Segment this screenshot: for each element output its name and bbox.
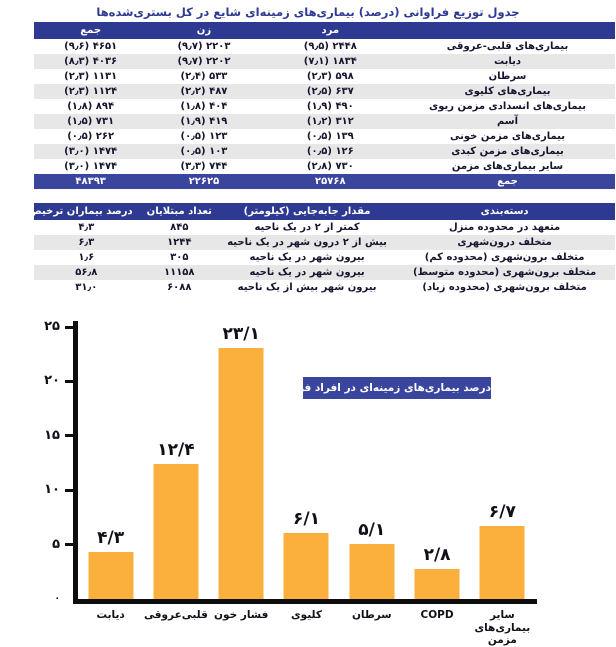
cell: ۶۰۸۸: [167, 282, 192, 293]
cell: ۲۲۰۲ (۹٫۷): [177, 56, 231, 67]
cell: ۴۰۴ (۱٫۸): [180, 101, 228, 112]
cell: بیرون شهر در یک ناحیه: [249, 252, 365, 263]
cell: متخلف درون‌شهری: [457, 237, 552, 248]
column-header: تعداد مبتلایان: [139, 203, 220, 220]
table-row: [34, 54, 615, 69]
table-row: [34, 250, 615, 265]
chart-bar: [349, 544, 394, 600]
table-row: [34, 144, 615, 159]
cell: بیماری‌های مزمن خونی: [450, 131, 566, 142]
cell: ۱۲۶ (۰٫۵): [306, 146, 354, 157]
y-axis-tick-mark: [65, 489, 73, 492]
cell: ۵۹۸ (۲٫۳): [306, 71, 354, 82]
cell: ۸۴۵: [170, 222, 189, 233]
bar-value-label: ۲۳/۱: [222, 323, 260, 344]
cell: ۱۴۷۴ (۳٫۰): [64, 161, 118, 172]
y-axis-tick-mark: [65, 543, 73, 546]
cell: دیابت: [494, 56, 521, 67]
plot-area: [78, 323, 535, 599]
column-header: دسته‌بندی: [394, 203, 615, 220]
x-axis-category-label: کلیوی: [291, 609, 322, 621]
table2-header: [6, 203, 615, 220]
cell: ۴۰۳۶ (۸٫۳): [64, 56, 118, 67]
y-axis-tick-label: ۱۰: [44, 482, 60, 498]
y-axis-tick-label: ۱۵: [44, 427, 60, 443]
bar-value-label: ۱۲/۴: [157, 440, 195, 461]
table-row: [34, 220, 615, 235]
cell: ۴۸۷ (۲٫۲): [180, 86, 228, 97]
chart-bar: [415, 569, 460, 600]
cell: متعهد در محدوده منزل: [449, 222, 561, 233]
cell: ۱۴۷۴ (۳٫۰): [64, 146, 118, 157]
total-cell: جمع: [400, 174, 615, 189]
cell: ۴۶۵۱ (۹٫۶): [64, 41, 118, 52]
column-header: مقدار جابه‌جایی (کیلومتر): [220, 203, 394, 220]
bar-value-label: ۶/۷: [488, 502, 516, 523]
x-axis-category-label: فشار خون: [214, 609, 269, 621]
total-cell: ۴۸۳۹۳: [34, 174, 147, 189]
bar-value-label: ۴/۳: [97, 528, 125, 549]
x-axis-category-label: دیابت: [96, 609, 125, 621]
deceased-diseases-bar-chart: [0, 313, 616, 646]
movement-categories-table: [6, 203, 615, 295]
table-row: [34, 114, 615, 129]
cell: ۸۹۴ (۱٫۸): [67, 101, 115, 112]
chart-bar-group: [404, 327, 469, 599]
table-row: [34, 159, 615, 174]
cell: ۳۱۲ (۱٫۲): [306, 116, 354, 127]
cell: ۱۰۳ (۰٫۵): [180, 146, 228, 157]
column-header: [400, 22, 615, 39]
y-axis-tick-label: ۲۵: [44, 319, 60, 334]
table-header-row: [34, 203, 615, 220]
x-axis-category-label: سرطان: [351, 609, 392, 621]
y-axis-tick-mark: [65, 380, 73, 383]
bar-value-label: ۶/۱: [293, 508, 320, 529]
chart-bar: [284, 533, 329, 599]
cell: بیرون شهر در یک ناحیه: [249, 267, 365, 278]
cell: بیماری‌های مزمن کبدی: [451, 146, 564, 157]
table-header-row: [34, 22, 615, 39]
page-title: جدول توزیع فراوانی (درصد) بیماری‌های زمینه‌ای شایع در کل بستری‌شده‌ها: [96, 5, 520, 19]
chart-bar: [88, 552, 133, 599]
cell: ۱۱۳۱ (۲٫۳): [64, 71, 118, 82]
total-cell: ۲۵۷۶۸: [261, 174, 400, 189]
x-axis-category-label: قلبی‌عروقی: [144, 609, 208, 621]
column-header: زن: [147, 22, 260, 39]
chart-bar-group: [143, 327, 208, 599]
x-axis-category-label: COPD: [420, 609, 454, 621]
cell: ۷۳۱ (۱٫۵): [67, 116, 115, 127]
chart-bar-group: [78, 327, 143, 599]
table-row: [34, 280, 615, 295]
table-row: [34, 235, 615, 250]
table-row: [34, 84, 615, 99]
cell: ۴٫۳: [78, 222, 95, 233]
chart-bar-group: [274, 327, 339, 599]
y-axis-tick-label: ۲۰: [44, 373, 60, 389]
cell: بیش از ۲ درون شهر در یک ناحیه: [227, 237, 387, 248]
cell: بیرون شهر بیش از یک ناحیه: [237, 282, 377, 293]
table1-header: [34, 22, 615, 39]
table-row: [34, 99, 615, 114]
y-axis-tick-label: ۰: [54, 594, 60, 604]
cell: ۱۸۳۴ (۷٫۱): [303, 56, 357, 67]
cell: بیماری‌های کلیوی: [464, 86, 551, 97]
cell: ۱۳۹ (۰٫۵): [306, 131, 354, 142]
column-header: جمع: [34, 22, 147, 39]
cell: ۵۶٫۸: [75, 267, 98, 278]
cell: ۱۱۲۴ (۲٫۳): [64, 86, 118, 97]
cell: ۴۹۰ (۱٫۹): [306, 101, 354, 112]
table-row: [34, 69, 615, 84]
cell: ۱٫۶: [78, 252, 95, 263]
x-axis-category-label: سایر بیماری‌های مزمن: [474, 609, 531, 646]
chart-legend: درصد بیماری‌های زمینه‌ای در افراد فوت‌شده: [303, 377, 491, 399]
cell: سرطان: [488, 71, 527, 82]
chart-bar-group: [209, 323, 274, 599]
chart-bar: [480, 526, 525, 599]
cell: متخلف برون‌شهری (محدوده متوسط): [413, 267, 597, 278]
column-header: مرد: [261, 22, 400, 39]
cell: ۲۶۲ (۰٫۵): [67, 131, 115, 142]
cell: ۳۱٫۰: [75, 282, 98, 293]
cell: ۵۳۳ (۲٫۴): [180, 71, 228, 82]
bar-value-label: ۲/۸: [423, 544, 451, 565]
cell: ۷۴۴ (۳٫۳): [180, 161, 228, 172]
cell: ۷۳۰ (۲٫۸): [306, 161, 354, 172]
cell: متخلف برون‌شهری (محدوده کم): [424, 252, 585, 263]
table-row: [34, 39, 615, 54]
table-row: [34, 129, 615, 144]
table-row: [34, 265, 615, 280]
cell: ۲۴۴۸ (۹٫۵): [303, 41, 357, 52]
y-axis-tick-mark: [65, 326, 73, 329]
cell: سایر بیماری‌های مزمن: [451, 161, 564, 172]
column-header: درصد بیماران ترخیص‌شده: [34, 203, 139, 220]
cell: ۱۲۴۴: [167, 237, 192, 248]
cell: کمتر از ۲ در یک ناحیه: [254, 222, 360, 233]
cell: ۲۲۰۳ (۹٫۷): [177, 41, 231, 52]
cell: آسم: [496, 116, 519, 127]
y-axis-tick-mark: [65, 434, 73, 437]
cell: بیماری‌های انسدادی مزمن ریوی: [429, 101, 586, 112]
table2-body: [34, 220, 615, 295]
cell: ۶٫۳: [78, 237, 95, 248]
hospitalized-diseases-table: [34, 22, 615, 189]
y-axis-tick-label: ۵: [52, 536, 60, 552]
cell: ۳۰۵: [170, 252, 189, 263]
cell: ۱۱۱۵۸: [164, 267, 195, 278]
chart-bar: [153, 464, 198, 599]
cell: ۴۱۹ (۱٫۹): [180, 116, 228, 127]
table-total-row: [34, 174, 615, 189]
table1-body: [34, 39, 615, 189]
cell: ۶۳۷ (۲٫۵): [306, 86, 354, 97]
bar-value-label: ۵/۱: [358, 519, 386, 540]
cell: بیماری‌های قلبی-عروقی: [446, 41, 569, 52]
chart-bar-group: [470, 327, 535, 599]
cell: ۱۲۳ (۰٫۵): [180, 131, 228, 142]
x-axis-line: [73, 599, 537, 604]
chart-bar: [219, 348, 264, 599]
total-cell: ۲۲۶۲۵: [147, 174, 260, 189]
cell: متخلف برون‌شهری (محدوده زیاد): [422, 282, 587, 293]
